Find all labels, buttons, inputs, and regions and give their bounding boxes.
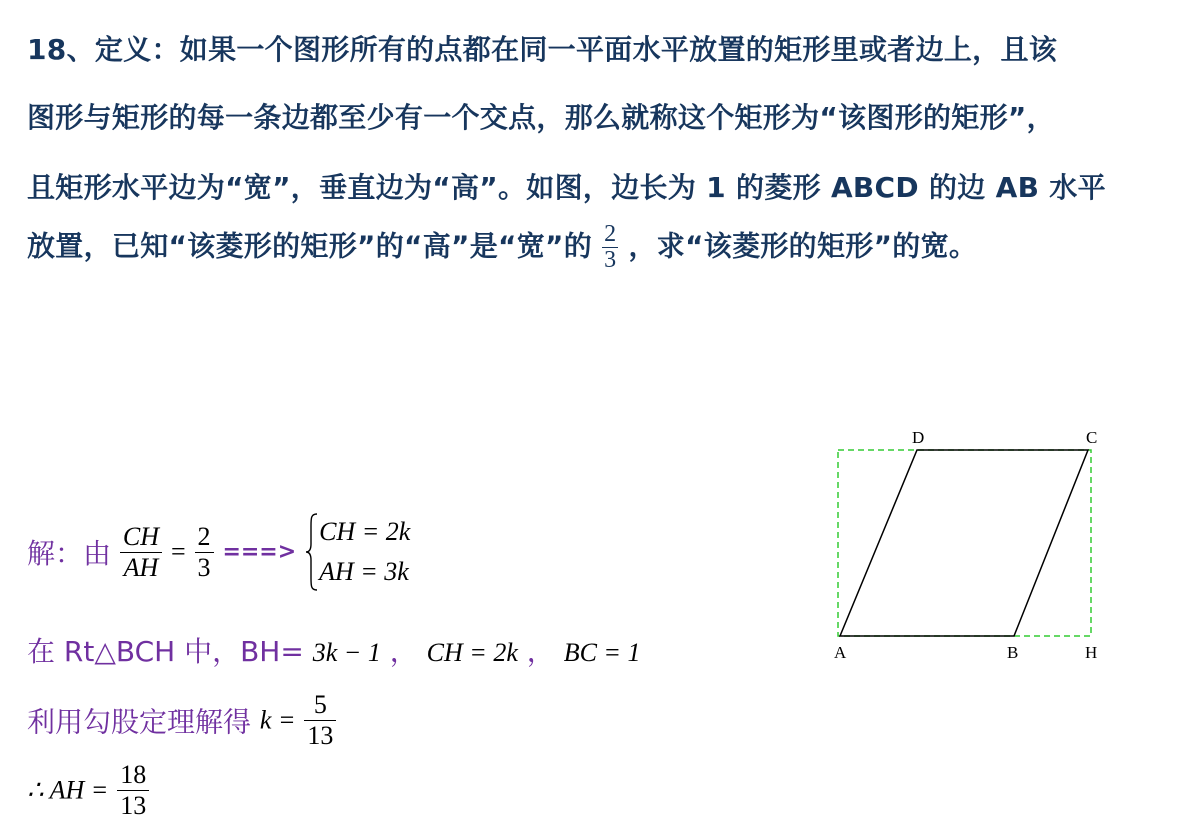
equals-sign: = [170,537,186,566]
k-variable: k = [259,705,296,735]
solution-step-4 [27,760,149,821]
solution-step-2 [27,630,640,670]
two-thirds-fraction [602,222,618,273]
fraction-denominator: 3 [604,247,617,274]
label-b: B [1007,643,1019,662]
ah-value-fraction [117,760,149,821]
rhs-denominator: 3 [197,552,211,582]
k-value-fraction [304,690,336,751]
equation-system [305,512,410,592]
ch-over-ah-fraction [120,522,162,583]
step2-separator-2: ， [526,635,555,668]
step2-separator-1: ， [389,635,418,668]
system-equation-1: CH = 2k [319,517,411,546]
therefore-ah: ∴ AH = [27,775,109,805]
problem-line-2: 图形与矩形的每一条边都至少有一个交点，那么就称这个矩形为“该图形的矩形”， [27,101,1055,134]
bh-expression: 3k − 1 [312,638,381,667]
fraction-numerator: 2 [604,221,617,247]
problem-line-4-before: 放置，已知“该菱形的矩形”的“高”是“宽”的 [27,229,593,263]
label-c: C [1086,428,1098,447]
k-denominator: 13 [307,720,334,750]
label-d: D [912,428,925,447]
problem-line-3: 且矩形水平边为“宽”，垂直边为“高”。如图，边长为 1 的菱形 ABCD 的边 AB 水平 [27,171,1106,204]
label-a: A [834,643,847,662]
problem-line-4 [27,222,977,273]
step3-prefix: 利用勾股定理解得 [27,705,252,739]
left-brace-icon [305,512,319,592]
rhs-numerator: 2 [195,522,214,553]
ch-expression: CH = 2k [426,638,518,667]
system-equation-2: AH = 3k [319,557,409,586]
problem-line-4-after: ，求“该菱形的矩形”的宽。 [628,229,978,263]
implies-arrow: ===> [222,539,297,565]
solution-step-1 [27,512,410,592]
label-h: H [1085,643,1098,662]
bc-expression: BC = 1 [563,638,641,667]
bounding-rectangle [838,450,1091,636]
rhs-fraction [195,522,214,583]
rhombus-figure [826,426,1116,666]
step2-prefix: 在 Rt△BCH 中，BH= [27,635,304,668]
solution-step-3 [27,690,336,751]
k-numerator: 5 [304,690,336,721]
problem-line-1: 18、定义：如果一个图形所有的点都在同一平面水平放置的矩形里或者边上，且该 [27,33,1058,66]
ah-numerator: 18 [117,760,149,791]
solution-prefix: 解：由 [27,537,112,570]
ah-denominator: 13 [120,790,147,820]
rhombus-abcd [840,450,1088,636]
ah-denominator: AH [123,552,159,582]
ch-numerator: CH [120,522,162,553]
